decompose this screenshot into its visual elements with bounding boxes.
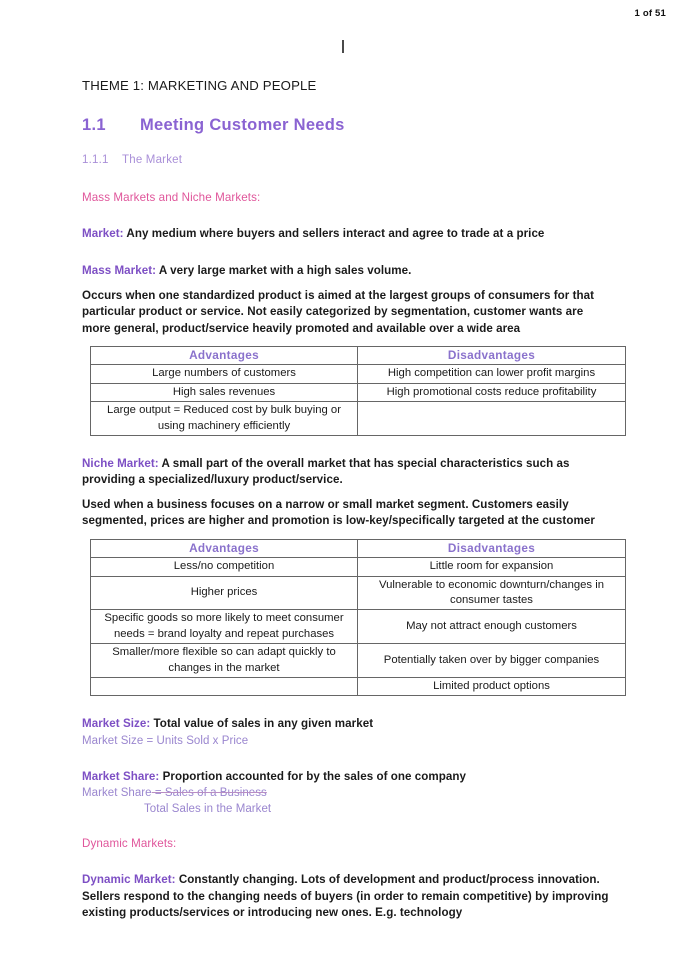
- formula-numerator: = Sales of a Business: [151, 787, 267, 800]
- column-header-advantages: Advantages: [91, 539, 358, 557]
- paragraph-market-size: [82, 716, 612, 732]
- cell-disadvantage: Vulnerable to economic downturn/changes in consumer tastes: [358, 576, 626, 610]
- table-row: [91, 365, 626, 383]
- cell-advantage: Less/no competition: [91, 558, 358, 576]
- formula-market-size: Market Size = Units Sold x Price: [82, 734, 249, 747]
- paragraph-niche-market-definition: [82, 456, 612, 489]
- table-row: [91, 677, 626, 695]
- term-market-size: Market Size:: [82, 717, 151, 731]
- mass-market-table: [90, 346, 626, 436]
- niche-market-table: [90, 539, 626, 697]
- table-row: [91, 644, 626, 678]
- column-header-disadvantages: Disadvantages: [358, 539, 626, 557]
- table-row: [91, 383, 626, 401]
- term-market-share: Market Share:: [82, 769, 160, 783]
- cell-advantage: Specific goods so more likely to meet consumer needs = brand loyalty and repeat purchases: [91, 610, 358, 644]
- paragraph-mass-market-definition: [82, 263, 612, 279]
- paragraph-market-share: [82, 769, 612, 785]
- heading-2-number: 1.1.1: [82, 154, 109, 166]
- definition-niche-market: A small part of the overall market that has special characteristics such as providing a specialized/luxury product/service.: [82, 457, 570, 487]
- cell-disadvantage: [358, 402, 626, 436]
- paragraph-market-definition: [82, 226, 612, 242]
- heading-1-text: Meeting Customer Needs: [140, 116, 345, 134]
- cell-advantage: High sales revenues: [91, 383, 358, 401]
- definition-dynamic-market: Constantly changing. Lots of development and product/process innovation. Sellers respond to the changing needs of buyers (in order to remain competitive) by improving existing products/services or introducing new ones. E.g. technology: [82, 873, 609, 919]
- heading-2-text: The Market: [122, 154, 183, 166]
- column-header-advantages: Advantages: [91, 347, 358, 365]
- cell-disadvantage: High competition can lower profit margins: [358, 365, 626, 383]
- formula-market-share-numerator: [82, 785, 612, 801]
- table-row: [91, 558, 626, 576]
- formula-market-share-denominator: Total Sales in the Market: [144, 803, 272, 816]
- definition-mass-market: A very large market with a high sales volume.: [156, 264, 412, 278]
- cell-disadvantage: May not attract enough customers: [358, 610, 626, 644]
- table-header-row: [91, 347, 626, 365]
- spacer: [82, 817, 612, 837]
- cell-disadvantage: Potentially taken over by bigger companies: [358, 644, 626, 678]
- table-row: [91, 402, 626, 436]
- cell-advantage: Large output = Reduced cost by bulk buying or using machinery efficiently: [91, 402, 358, 436]
- spacer: [82, 749, 612, 769]
- term-market: Market:: [82, 227, 124, 240]
- term-mass-market: Mass Market:: [82, 264, 157, 278]
- table-header-row: [91, 539, 626, 557]
- term-dynamic-market: Dynamic Market:: [82, 873, 176, 887]
- page-number-indicator: 1 of 51: [634, 8, 666, 19]
- cell-advantage: Higher prices: [91, 576, 358, 610]
- definition-market-size: Total value of sales in any given market: [150, 717, 374, 731]
- cell-disadvantage: Limited product options: [358, 677, 626, 695]
- cell-advantage: Smaller/more flexible so can adapt quickly to changes in the market: [91, 644, 358, 678]
- heading-1-number: 1.1: [82, 116, 106, 134]
- document-content: [82, 78, 612, 942]
- paragraph-dynamic-market: [82, 872, 612, 921]
- niche-market-table-wrapper: [82, 539, 612, 697]
- table-row: [91, 576, 626, 610]
- definition-market: Any medium where buyers and sellers interact and agree to trade at a price: [123, 227, 545, 240]
- term-niche-market: Niche Market:: [82, 457, 159, 471]
- theme-title: THEME 1: MARKETING AND PEOPLE: [82, 78, 317, 93]
- cell-disadvantage: High promotional costs reduce profitability: [358, 383, 626, 401]
- definition-market-share: Proportion accounted for by the sales of one company: [159, 769, 467, 783]
- mass-market-table-wrapper: [82, 346, 612, 436]
- heading-level-1: [82, 116, 612, 135]
- section-heading-mass-niche: Mass Markets and Niche Markets:: [82, 191, 261, 204]
- paragraph-niche-market-body: Used when a business focuses on a narrow or small market segment. Customers easily segmented, prices are higher and promotion is low-key/specifically targeted at the customer: [82, 497, 595, 528]
- section-heading-dynamic-markets: Dynamic Markets:: [82, 837, 177, 851]
- table-row: [91, 610, 626, 644]
- column-header-disadvantages: Disadvantages: [358, 347, 626, 365]
- heading-level-2: [82, 154, 612, 166]
- cell-advantage: [91, 677, 358, 695]
- text-cursor-mark: [342, 40, 344, 53]
- cell-advantage: Large numbers of customers: [91, 365, 358, 383]
- paragraph-mass-market-body: Occurs when one standardized product is aimed at the largest groups of consumers for that particular product or service. Not easily categorized by segmentation, customer wants are more general, product/service heavily promoted and available over a wide area: [82, 288, 595, 335]
- formula-label: Market Share: [82, 787, 152, 800]
- cell-disadvantage: Little room for expansion: [358, 558, 626, 576]
